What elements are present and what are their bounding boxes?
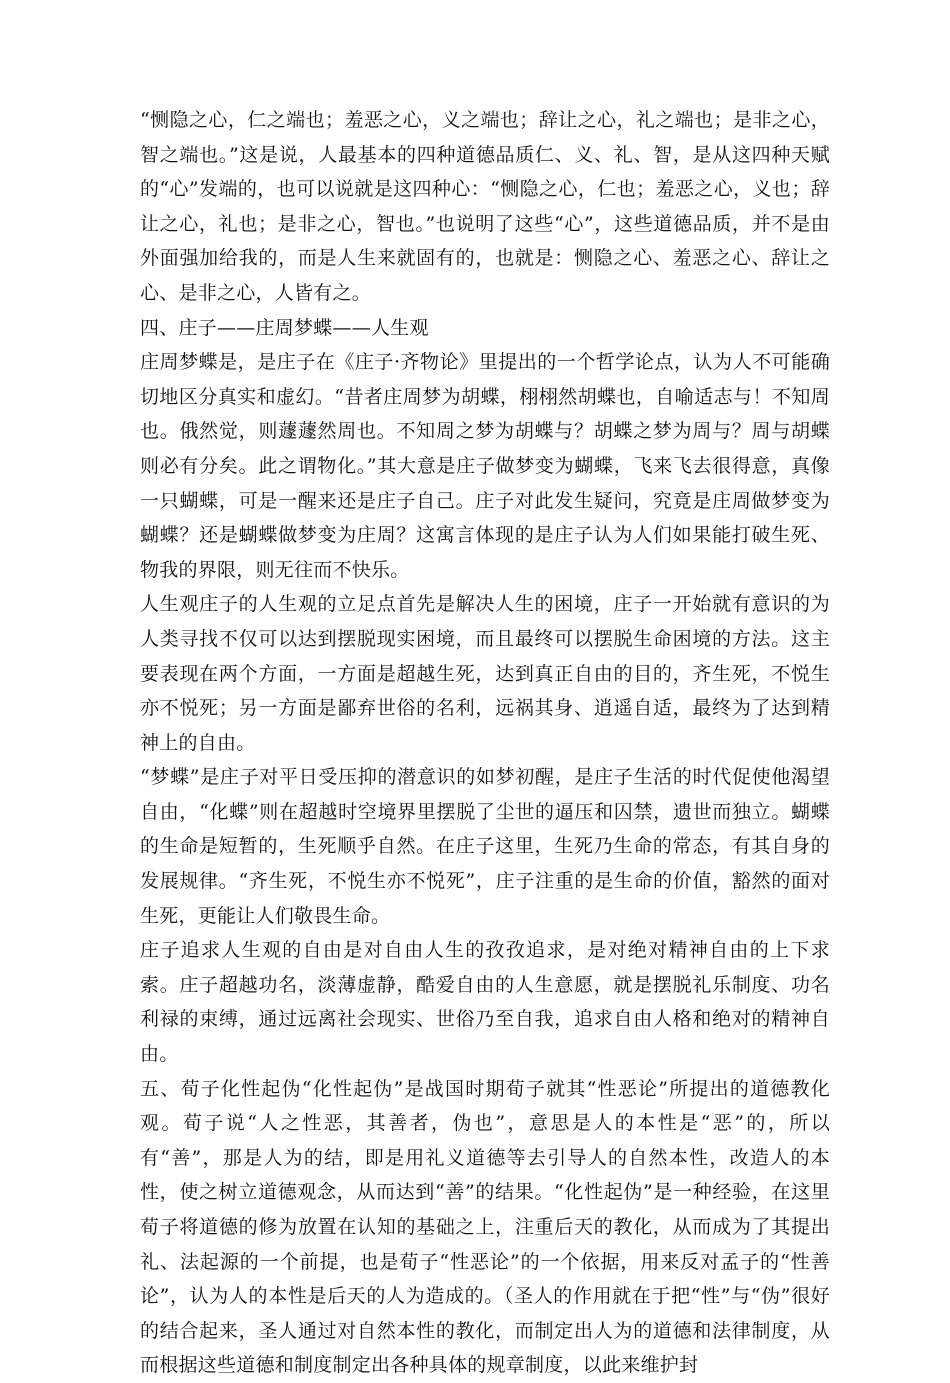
paragraph-view-of-life: 人生观庄子的人生观的立足点首先是解决人生的困境，庄子一开始就有意识的为人类寻找不仅可以达到摆脱现实困境，而且最终可以摆脱生命困境的方法。这主要表现在两个方面，一方面是超越生死，达到真正自由的目的，齐生死，不悦生亦不悦死；另一方面是鄙弃世俗的名利，远祸其身、逍遥自适，最终为了达到精神上的自由。 xyxy=(140,593,830,754)
paragraph-freedom-pursuit: 庄子追求人生观的自由是对自由人生的孜孜追求，是对绝对精神自由的上下求索。庄子超越功名，淡薄虚静，酷爱自由的人生意愿，就是摆脱礼乐制度、功名利禄的束缚，通过远离社会现实、世俗乃至自我，追求自由人格和绝对的精神自由。 xyxy=(140,939,830,1066)
paragraph-butterfly-dream: 庄周梦蝶是，是庄子在《庄子·齐物论》里提出的一个哲学论点，认为人不可能确切地区分真实和虚幻。“昔者庄周梦为胡蝶，栩栩然胡蝶也，自喻适志与！不知周也。俄然觉，则蘧蘧然周也。不知周之梦为胡蝶与？胡蝶之梦为周与？周与胡蝶则必有分矣。此之谓物化。”其大意是庄子做梦变为蝴蝶，飞来飞去很得意，真像一只蝴蝶，可是一醒来还是庄子自己。庄子对此发生疑问，究竟是庄周做梦变为蝴蝶？还是蝴蝶做梦变为庄周？这寓言体现的是庄子认为人们如果能打破生死、物我的界限，则无往而不快乐。 xyxy=(140,351,830,581)
paragraph-mencius-four-hearts: “恻隐之心，仁之端也；羞恶之心，义之端也；辞让之心，礼之端也；是非之心，智之端也。”这是说，人最基本的四种道德品质仁、义、礼、智，是从这四种天赋的“心”发端的，也可以说就是这四种心：“恻隐之心，仁也；羞恶之心，义也；辞让之心，礼也；是非之心，智也。”也说明了这些“心”，这些道德品质，并不是由外面强加给我的，而是人生来就固有的，也就是：恻隐之心、羞恶之心、辞让之心、是非之心，人皆有之。 xyxy=(140,109,830,304)
document-page xyxy=(140,103,830,1383)
paragraph-xunzi-transform-nature: 五、荀子化性起伪“化性起伪”是战国时期荀子就其“性恶论”所提出的道德教化观。荀子说“人之性恶，其善者，伪也”，意思是人的本性是“恶”的，所以有“善”，那是人为的结，即是用礼义道德等去引导人的自然本性，改造人的本性，使之树立道德观念，从而达到“善”的结果。“化性起伪”是一种经验，在这里荀子将道德的修为放置在认知的基础之上，注重后天的教化，从而成为了其提出礼、法起源的一个前提，也是荀子“性恶论”的一个依据，用来反对孟子的“性善论”，认为人的本性是后天的人为造成的。（圣人的作用就在于把“性”与“伪”很好的结合起来，圣人通过对自然本性的教化，而制定出人为的道德和法律制度，从而根据这些道德和制度制定出各种具体的规章制度，以此来维护封 xyxy=(140,1077,830,1377)
section-heading-zhuangzi: 四、庄子——庄周梦蝶——人生观 xyxy=(140,316,429,339)
paragraph-dream-butterfly-meaning: “梦蝶”是庄子对平日受压抑的潜意识的如梦初醒，是庄子生活的时代促使他渴望自由，“化蝶”则在超越时空境界里摆脱了尘世的逼压和囚禁，遗世而独立。蝴蝶的生命是短暂的，生死顺乎自然。在庄子这里，生死乃生命的常态，有其自身的发展规律。“齐生死，不悦生亦不悦死”，庄子注重的是生命的价值，豁然的面对生死，更能让人们敬畏生命。 xyxy=(140,766,830,927)
